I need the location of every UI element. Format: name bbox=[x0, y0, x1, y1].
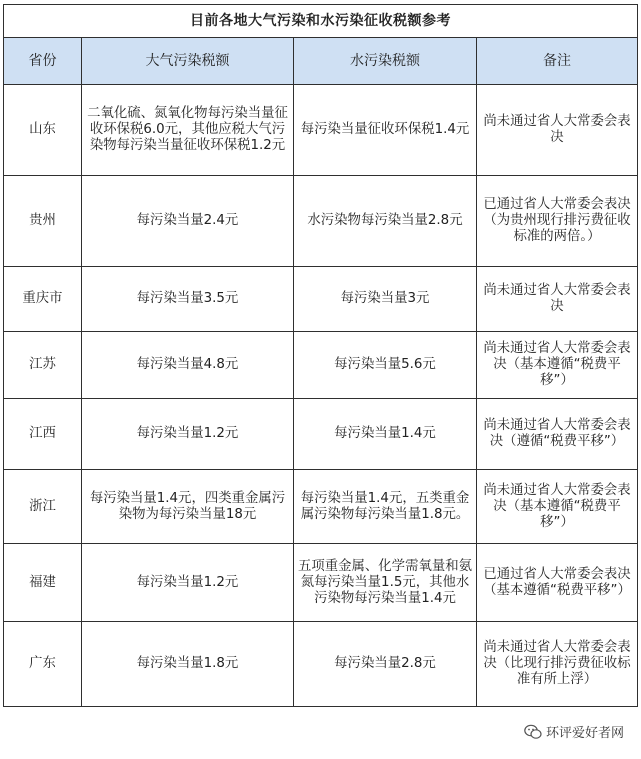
tax-table-container bbox=[3, 4, 637, 707]
table-row bbox=[4, 267, 638, 332]
air-tax-cell: 每污染当量2.4元 bbox=[82, 176, 294, 267]
header-water-tax: 水污染税额 bbox=[294, 38, 477, 85]
table-header-row bbox=[4, 38, 638, 85]
air-tax-cell: 每污染当量1.4元，四类重金属污染物为每污染当量18元 bbox=[82, 470, 294, 544]
water-tax-cell: 水污染物每污染当量2.8元 bbox=[294, 176, 477, 267]
table-row bbox=[4, 544, 638, 622]
province-cell: 江苏 bbox=[4, 332, 82, 399]
water-tax-cell: 每污染当量3元 bbox=[294, 267, 477, 332]
table-row bbox=[4, 622, 638, 707]
air-tax-cell: 每污染当量1.2元 bbox=[82, 399, 294, 470]
note-cell: 已通过省人大常委会表决（基本遵循“税费平移”） bbox=[477, 544, 638, 622]
header-air-tax: 大气污染税额 bbox=[82, 38, 294, 85]
province-cell: 福建 bbox=[4, 544, 82, 622]
water-tax-cell: 五项重金属、化学需氧量和氨氮每污染当量1.5元，其他水污染物每污染当量1.4元 bbox=[294, 544, 477, 622]
table-row bbox=[4, 176, 638, 267]
province-cell: 广东 bbox=[4, 622, 82, 707]
watermark-text: 环评爱好者网 bbox=[545, 726, 624, 741]
note-cell: 已通过省人大常委会表决（为贵州现行排污费征收标准的两倍。） bbox=[477, 176, 638, 267]
note-cell: 尚未通过省人大常委会表决（比现行排污费征收标准有所上浮） bbox=[477, 622, 638, 707]
header-note: 备注 bbox=[477, 38, 638, 85]
water-tax-cell: 每污染当量2.8元 bbox=[294, 622, 477, 707]
air-tax-cell: 每污染当量1.8元 bbox=[82, 622, 294, 707]
water-tax-cell: 每污染当量1.4元 bbox=[294, 399, 477, 470]
province-cell: 浙江 bbox=[4, 470, 82, 544]
table-title-row bbox=[4, 5, 638, 38]
table-row bbox=[4, 332, 638, 399]
note-cell: 尚未通过省人大常委会表决 bbox=[477, 85, 638, 176]
air-tax-cell: 每污染当量1.2元 bbox=[82, 544, 294, 622]
water-tax-cell: 每污染当量征收环保税1.4元 bbox=[294, 85, 477, 176]
wechat-icon bbox=[524, 724, 542, 740]
table-row bbox=[4, 470, 638, 544]
air-tax-cell: 二氧化硫、氮氧化物每污染当量征收环保税6.0元，其他应税大气污染物每污染当量征收环保税1.2元 bbox=[82, 85, 294, 176]
air-tax-cell: 每污染当量4.8元 bbox=[82, 332, 294, 399]
note-cell: 尚未通过省人大常委会表决（基本遵循“税费平移”） bbox=[477, 470, 638, 544]
tax-reference-table bbox=[3, 4, 638, 707]
note-cell: 尚未通过省人大常委会表决 bbox=[477, 267, 638, 332]
note-cell: 尚未通过省人大常委会表决（遵循“税费平移”） bbox=[477, 399, 638, 470]
province-cell: 重庆市 bbox=[4, 267, 82, 332]
province-cell: 山东 bbox=[4, 85, 82, 176]
note-cell: 尚未通过省人大常委会表决（基本遵循“税费平移”） bbox=[477, 332, 638, 399]
water-tax-cell: 每污染当量5.6元 bbox=[294, 332, 477, 399]
table-row bbox=[4, 399, 638, 470]
header-province: 省份 bbox=[4, 38, 82, 85]
watermark bbox=[521, 721, 627, 742]
province-cell: 江西 bbox=[4, 399, 82, 470]
water-tax-cell: 每污染当量1.4元，五类重金属污染物每污染当量1.8元。 bbox=[294, 470, 477, 544]
province-cell: 贵州 bbox=[4, 176, 82, 267]
table-title: 目前各地大气污染和水污染征收税额参考 bbox=[4, 5, 638, 38]
air-tax-cell: 每污染当量3.5元 bbox=[82, 267, 294, 332]
table-row bbox=[4, 85, 638, 176]
